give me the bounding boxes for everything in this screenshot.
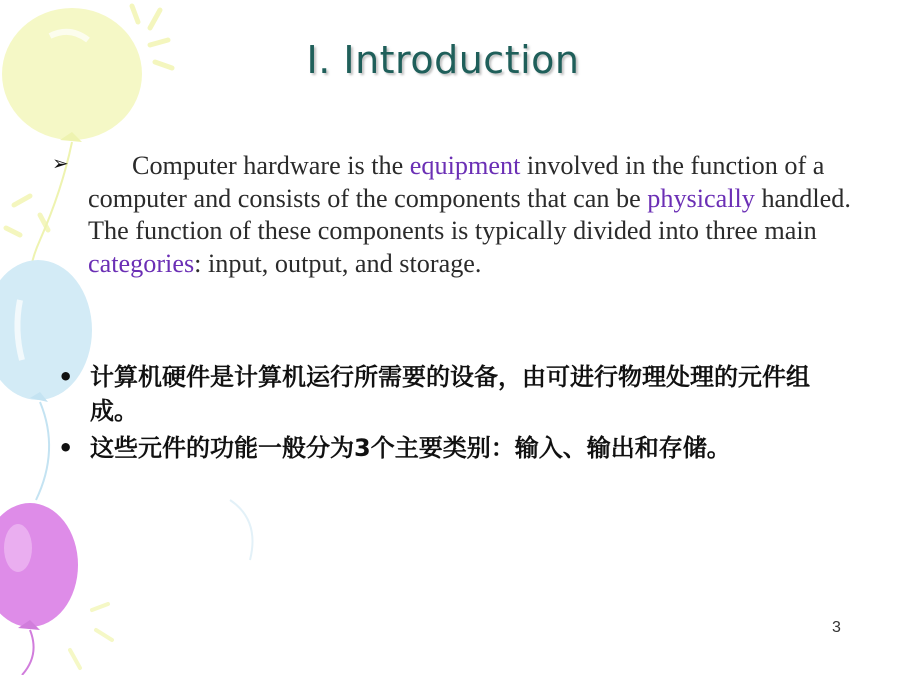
pink-balloon (0, 503, 78, 675)
text-segment: Computer hardware is the (132, 151, 410, 180)
chinese-bullet-item (58, 360, 848, 428)
slide-title: I. Introduction (306, 38, 580, 82)
english-paragraph (88, 150, 858, 280)
text-segment: : input, output, and storage. (194, 248, 482, 278)
highlight-word-equipment: equipment (409, 151, 521, 180)
highlight-word-physically: physically (647, 183, 755, 213)
page-number: 3 (832, 619, 841, 636)
text-segment: handled. The function of these components is typically divided into three main (88, 183, 851, 245)
bullet-dot-icon: • (58, 434, 74, 462)
chinese-bullet-item (58, 431, 848, 465)
highlight-word-categories: categories (88, 248, 195, 278)
bullet-dot-icon: • (58, 363, 74, 391)
chinese-bullet-text: 这些元件的功能一般分为3个主要类别：输入、输出和存储。 (90, 434, 731, 462)
text-segment: involved in the function of a computer and consists of the components that can be (88, 151, 825, 213)
small-rays-decoration (70, 604, 112, 668)
chinese-bullet-text: 计算机硬件是计算机运行所需要的设备，由可进行物理处理的元件组成。 (90, 363, 810, 425)
arrow-bullet-icon: ➢ (52, 151, 69, 175)
